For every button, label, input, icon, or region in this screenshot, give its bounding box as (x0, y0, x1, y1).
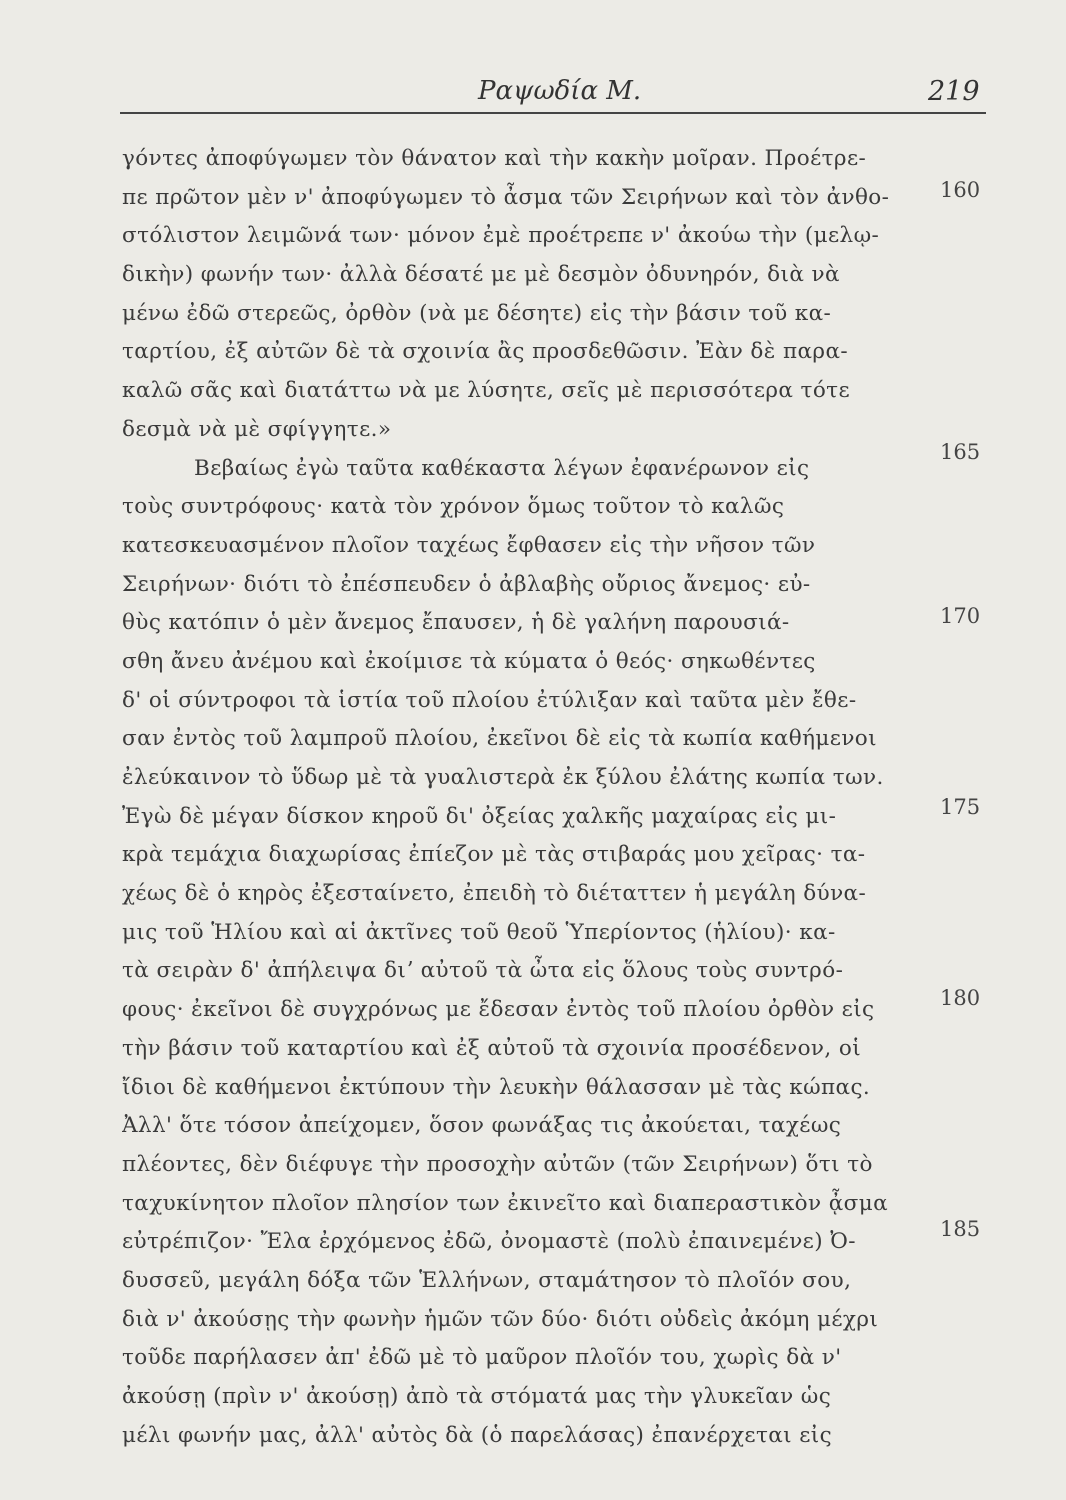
text-line: δικὴν) φωνήν των· ἀλλὰ δέσατέ με μὲ δεσμὸν ὀδυνηρόν, διὰ νὰ (122, 262, 840, 288)
text-line: μέλι φωνήν μας, ἀλλ' αὐτὸς δὰ (ὁ παρελάσας) ἐπανέρχεται εἰς (122, 1422, 833, 1448)
text-line: δυσσεῦ, μεγάλη δόξα τῶν Ἑλλήνων, σταμάτησον τὸ πλοῖόν σου, (122, 1267, 852, 1293)
text-line: καλῶ σᾶς καὶ διατάττω νὰ με λύσητε, σεῖς μὲ περισσότερα τότε (122, 378, 851, 404)
text-line: ἴδιοι δὲ καθήμενοι ἐκτύπουν τὴν λευκὴν θάλασσαν μὲ τὰς κώπας. (122, 1074, 871, 1100)
text-line: τὰ σειρὰν δ' ἀπήλειψα διʼ αὐτοῦ τὰ ὦτα εἰς ὅλους τοὺς συντρό- (122, 958, 844, 984)
text-line: Ἀλλ' ὅτε τόσον ἀπείχομεν, ὅσον φωνάξας τις ἀκούεται, ταχέως (122, 1113, 842, 1139)
text-column (122, 140, 914, 1455)
text-line: σαν ἐντὸς τοῦ λαμπροῦ πλοίου, ἐκεῖνοι δὲ εἰς τὰ κωπία καθήμενοι (122, 726, 877, 752)
text-line: διὰ ν' ἀκούσῃς τὴν φωνὴν ἡμῶν τῶν δύο· διότι οὐδεὶς ἀκόμη μέχρι (122, 1306, 879, 1332)
text-line: μις τοῦ Ἡλίου καὶ αἱ ἀκτῖνες τοῦ θεοῦ Ὑπερίοντος (ἡλίου)· κα- (122, 919, 836, 945)
text-line: Ἐγὼ δὲ μέγαν δίσκον κηροῦ δι' ὀξείας χαλκῆς μαχαίρας εἰς μι- (122, 803, 837, 829)
text-line: χέως δὲ ὁ κηρὸς ἐξεσταίνετο, ἐπειδὴ τὸ διέταττεν ἡ μεγάλη δύνα- (122, 881, 867, 907)
text-line-paragraph-start: Βεβαίως ἐγὼ ταῦτα καθέκαστα λέγων ἐφανέρωνον εἰς (194, 455, 810, 481)
text-line: μένω ἐδῶ στερεῶς, ὀρθὸν (νὰ με δέσητε) εἰς τὴν βάσιν τοῦ κα- (122, 300, 832, 326)
text-line: δ' οἱ σύντροφοι τὰ ἱστία τοῦ πλοίου ἐτύλιξαν καὶ ταῦτα μὲν ἔθε- (122, 687, 857, 713)
text-line: Σειρήνων· διότι τὸ ἐπέσπευδεν ὁ ἀβλαβὴς οὔριος ἄνεμος· εὐ- (122, 571, 811, 597)
running-header-title: Ραψωδία Μ. (478, 76, 642, 106)
text-line: ταρτίου, ἐξ αὐτῶν δὲ τὰ σχοινία ἂς προσδεθῶσιν. Ἐὰν δὲ παρα- (122, 339, 849, 365)
line-number-185: 185 (940, 1217, 981, 1241)
text-line: τὴν βάσιν τοῦ καταρτίου καὶ ἐξ αὐτοῦ τὰ σχοινία προσέδενον, οἱ (122, 1035, 862, 1061)
line-number-160: 160 (940, 178, 981, 202)
text-line: ἐλεύκαινον τὸ ὕδωρ μὲ τὰ γυαλιστερὰ ἐκ ξύλου ἐλάτης κωπία των. (122, 765, 884, 790)
text-line: σθη ἄνευ ἀνέμου καὶ ἐκοίμισε τὰ κύματα ὁ θεός· σηκωθέντες (122, 648, 816, 674)
text-line: τοῦδε παρήλασεν ἀπ' ἐδῶ μὲ τὸ μαῦρον πλοῖόν του, χωρὶς δὰ ν' (122, 1345, 842, 1371)
text-line: ἀκούσῃ (πρὶν ν' ἀκούσῃ) ἀπὸ τὰ στόματά μας τὴν γλυκεῖαν ὡς (122, 1384, 832, 1409)
text-line: δεσμὰ νὰ μὲ σφίγγητε.» (122, 416, 392, 442)
text-line: πε πρῶτον μὲν ν' ἀποφύγωμεν τὸ ἆσμα τῶν Σειρήνων καὶ τὸν ἀνθο- (122, 184, 890, 210)
text-line: φους· ἐκεῖνοι δὲ συγχρόνως με ἔδεσαν ἐντὸς τοῦ πλοίου ὀρθὸν εἰς (122, 997, 875, 1023)
text-line: τοὺς συντρόφους· κατὰ τὸν χρόνον ὅμως τοῦτον τὸ καλῶς (122, 494, 785, 520)
text-line: εὐτρέπιζον· Ἔλα ἐρχόμενος ἐδῶ, ὀνομαστὲ (πολὺ ἐπαινεμένε) Ὀ- (122, 1229, 856, 1255)
line-number-170: 170 (940, 604, 981, 628)
text-line: ταχυκίνητον πλοῖον πλησίον των ἐκινεῖτο καὶ διαπεραστικὸν ᾆσμα (122, 1190, 889, 1216)
page-number: 219 (928, 76, 980, 107)
header-rule (120, 112, 986, 114)
line-number-175: 175 (940, 795, 981, 819)
text-line: γόντες ἀποφύγωμεν τὸν θάνατον καὶ τὴν κακὴν μοῖραν. Προέτρε- (122, 146, 867, 171)
text-line: κατεσκευασμένον πλοῖον ταχέως ἔφθασεν εἰς τὴν νῆσον τῶν (122, 532, 816, 558)
line-number-180: 180 (940, 986, 981, 1010)
text-line: θὺς κατόπιν ὁ μὲν ἄνεμος ἔπαυσεν, ἡ δὲ γαλήνη παρουσιά- (122, 610, 790, 636)
text-line: στόλιστον λειμῶνά των· μόνον ἐμὲ προέτρεπε ν' ἀκούω τὴν (μελῳ- (122, 223, 880, 249)
text-line: πλέοντες, δὲν διέφυγε τὴν προσοχὴν αὐτῶν (τῶν Σειρήνων) ὅτι τὸ (122, 1151, 873, 1177)
text-line: κρὰ τεμάχια διαχωρίσας ἐπίεζον μὲ τὰς στιβαράς μου χεῖρας· τα- (122, 842, 866, 868)
line-number-165: 165 (940, 440, 981, 464)
